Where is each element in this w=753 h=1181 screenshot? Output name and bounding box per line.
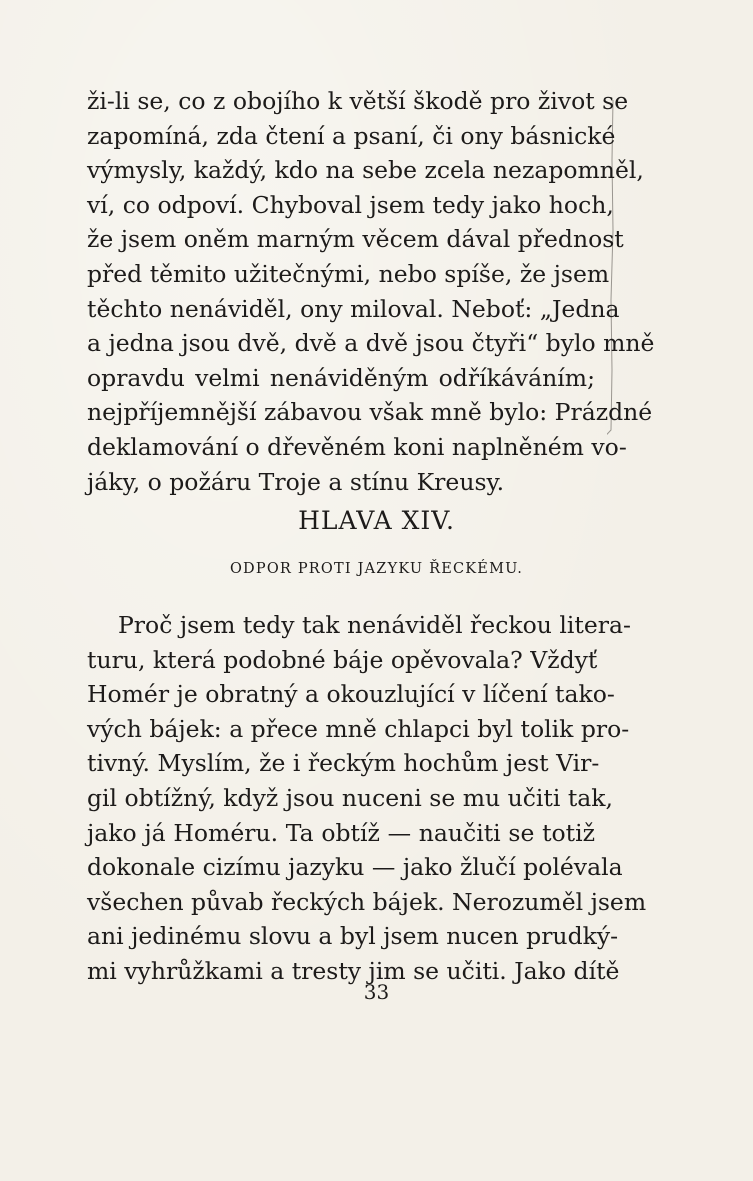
text-line: ani jedinému slovu a byl jsem nucen prudký- [87, 922, 619, 951]
text-line: opravdu velmi nenáviděným odříkáváním; [87, 363, 595, 392]
chapter-subtitle: ODPOR PROTI JAZYKU ŘECKÉMU. [229, 561, 524, 577]
text-line: ví, co odpoví. Chyboval jsem tedy jako hoch, [87, 190, 614, 219]
text-line: gil obtížný, když jsou nuceni se mu učiti tak, [87, 783, 614, 812]
paragraph-chapter-start [87, 608, 647, 989]
text-line: jáky, o požáru Troje a stínu Kreusy. [87, 467, 505, 496]
text-line: deklamování o dřevěném koni naplněném vo- [87, 432, 627, 461]
text-line: jako já Homéru. Ta obtíž — naučiti se totiž [87, 818, 595, 847]
text-line: před těmito užitečnými, nebo spíše, že jsem [87, 259, 610, 288]
text-line: těchto nenáviděl, ony miloval. Neboť: „Jedna [87, 294, 620, 323]
chapter-heading: HLAVA XIV. [298, 506, 455, 535]
text-line: a jedna jsou dvě, dvě a dvě jsou čtyři“ bylo mně [87, 329, 655, 358]
text-line: ži-li se, co z obojího k větší škodě pro život se [87, 87, 629, 115]
text-line: tivný. Myslím, že i řeckým hochům jest Vir- [87, 749, 600, 778]
paragraph-continued [87, 84, 655, 499]
text-line: Homér je obratný a okouzlující v líčení tako- [87, 680, 615, 709]
text-line: Proč jsem tedy tak nenáviděl řeckou litera- [118, 611, 631, 639]
text-line: všechen půvab řeckých bájek. Nerozuměl jsem [87, 887, 647, 916]
text-line: že jsem oněm marným věcem dával přednost [87, 225, 624, 254]
text-line: vých bájek: a přece mně chlapci byl tolik pro- [87, 714, 630, 743]
text-line: dokonale cizímu jazyku — jako žlučí polévala [87, 853, 623, 882]
text-line: zapomíná, zda čtení a psaní, či ony básnické [87, 121, 616, 150]
page-number: 33 [363, 980, 390, 1004]
text-line: výmysly, každý, kdo na sebe zcela nezapomněl, [87, 156, 644, 185]
text-line: turu, která podobné báje opěvovala? Vždyť [87, 645, 598, 674]
text-line: nejpříjemnější zábavou však mně bylo: Prázdné [87, 398, 653, 427]
text-line: mi vyhrůžkami a tresty jim se učiti. Jako dítě [87, 956, 620, 985]
